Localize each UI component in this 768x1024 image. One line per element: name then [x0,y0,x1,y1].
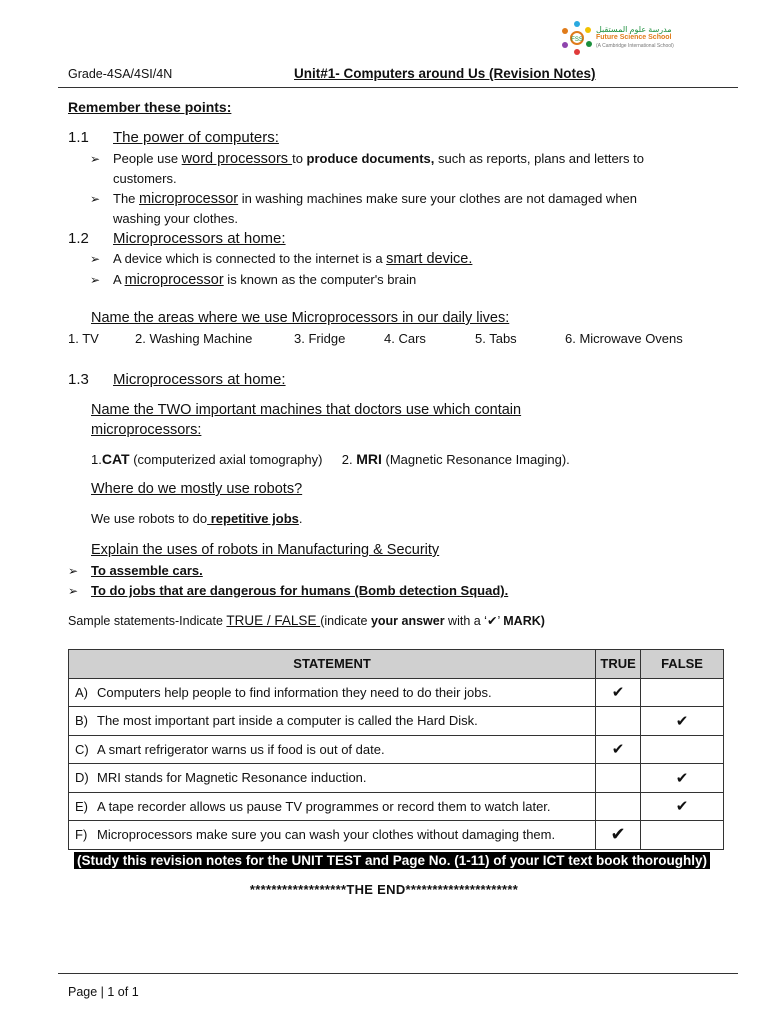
checkmark-icon: ✔ [641,792,724,821]
list-item: 2. Washing Machine [135,331,253,346]
section-number: 1.3 [68,371,89,388]
bold-term: MARK) [503,614,545,628]
text: washing your clothes. [113,211,239,226]
arrow-bullet-icon: ➢ [90,192,101,206]
section-title: The power of computers: [113,129,279,146]
statement-text: A smart refrigerator warns us if food is out of date. [97,741,385,757]
logo-text [596,26,674,50]
statement-cell [69,735,596,764]
logo-subtitle: (A Cambridge International School) [596,43,674,49]
section-number: 1.1 [68,129,89,146]
section-1-3 [68,371,286,388]
svg-text:FSS: FSS [571,37,583,43]
checkmark-icon [641,821,724,850]
page-number: Page | 1 of 1 [68,985,139,999]
bold-term: CAT [101,451,130,467]
text: such as reports, plans and letters to [434,151,644,166]
text: Sample statements-Indicate [68,614,227,628]
bold-term: your answer [370,614,445,628]
column-header: FALSE [641,650,724,679]
logo-arabic: مدرسة علوم المستقبل [596,25,672,34]
text: to [292,151,307,166]
table-row [69,764,724,793]
row-letter: F) [75,827,88,843]
grade-label: Grade-4SA/4SI/4N [68,67,173,81]
checkmark-icon: ✔ [641,707,724,736]
statement-text: The most important part inside a computer is called the Hard Disk. [97,713,478,729]
robots-explain-question: Explain the uses of robots in Manufacturing & Security [91,542,440,558]
text: ’ [497,614,504,628]
sample-instruction [68,613,545,628]
statement-cell [69,821,596,850]
table-row [69,735,724,764]
section-1-2 [68,230,286,247]
checkmark-icon [596,792,641,821]
table-row [69,707,724,736]
text: microprocessors: [91,422,202,438]
arrow-bullet-icon: ➢ [68,584,79,598]
checkmark-icon [596,707,641,736]
row-letter: D) [75,770,89,786]
section-title: Microprocessors at home: [113,371,286,388]
checkmark-icon: ✔ [596,735,641,764]
list-item: 5. Tabs [475,331,517,346]
underlined-term: word processors [181,151,293,167]
table-row [69,792,724,821]
list-item: 6. Microwave Ovens [565,331,683,346]
bold-term: MRI [356,451,382,467]
statement-text: MRI stands for Magnetic Resonance induction. [97,770,367,786]
table-row [69,678,724,707]
school-logo [560,20,674,60]
study-banner: (Study this revision notes for the UNIT TEST and Page No. (1-11) of your ICT text book thoroughly) [74,852,710,869]
row-letter: E) [75,798,88,814]
list-item: 1. TV [68,331,99,346]
page-title: Unit#1- Computers around Us (Revision Notes) [294,66,596,81]
column-header: STATEMENT [69,650,596,679]
areas-question: Name the areas where we use Microprocessors in our daily lives: [91,310,510,326]
doctors-answer [91,451,570,467]
robots-answer [91,511,302,526]
checkmark-icon [596,764,641,793]
statement-cell [69,678,596,707]
text: People use [113,151,182,166]
text: We use robots to do [91,511,208,526]
underlined-term: microprocessor [139,191,239,207]
text: is known as the computer's brain [223,272,417,287]
arrow-bullet-icon: ➢ [90,252,101,266]
text: (computerized axial tomography) [129,452,323,467]
column-header: TRUE [596,650,641,679]
arrow-bullet-icon: ➢ [90,273,101,287]
text: 2. [341,452,357,467]
row-letter: B) [75,713,88,729]
checkmark-icon: ✔ [486,614,498,628]
arrow-bullet-icon: ➢ [90,152,101,166]
bold-term: repetitive jobs [207,511,299,526]
doctors-question [91,400,521,440]
text: To assemble cars. [91,563,203,578]
bold-term: produce documents, [306,151,435,166]
logo-english: Future Science School [596,34,672,41]
row-letter: C) [75,741,89,757]
table-row [69,821,724,850]
arrow-bullet-icon: ➢ [68,564,79,578]
statement-cell [69,707,596,736]
list-item: 3. Fridge [294,331,346,346]
text: customers. [113,171,177,186]
underlined-term: TRUE / FALSE [226,613,321,628]
areas-list [68,331,748,351]
text: in washing machines make sure your clothes are not damaged when [238,191,638,206]
text: . [298,511,303,526]
statement-text: Microprocessors make sure you can wash your clothes without damaging them. [97,827,556,843]
statement-text: Computers help people to find information they need to do their jobs. [97,684,492,700]
header-divider [58,87,738,88]
checkmark-icon: ✔ [596,821,641,850]
checkmark-icon [641,735,724,764]
section-1-1 [68,129,279,146]
the-end: ******************THE END********************* [249,882,519,897]
text: (Magnetic Resonance Imaging). [381,452,570,467]
statement-text: A tape recorder allows us pause TV programmes or record them to watch later. [97,798,551,814]
text: Name the TWO important machines that doctors use which contain [91,402,522,418]
text: A [113,272,125,287]
table-header-row [69,650,724,679]
section-number: 1.2 [68,230,89,247]
robots-question: Where do we mostly use robots? [91,481,303,497]
checkmark-icon: ✔ [641,764,724,793]
remember-heading: Remember these points: [68,99,232,115]
logo-flower-icon [560,20,594,56]
statement-cell [69,792,596,821]
statement-cell [69,764,596,793]
text: (indicate [320,614,371,628]
text: To do jobs that are dangerous for humans (Bomb detection Squad). [91,583,509,598]
footer-divider [58,973,738,974]
text: A device which is connected to the internet is a [113,251,387,266]
section-title: Microprocessors at home: [113,230,286,247]
checkmark-icon: ✔ [596,678,641,707]
underlined-term: microprocessor [124,272,224,288]
true-false-table [68,649,724,850]
list-item: 4. Cars [384,331,426,346]
text: with a ‘ [444,614,487,628]
checkmark-icon [641,678,724,707]
text: The [113,191,140,206]
text: 1. [91,452,102,467]
underlined-term: smart device. [386,251,473,267]
row-letter: A) [75,684,88,700]
